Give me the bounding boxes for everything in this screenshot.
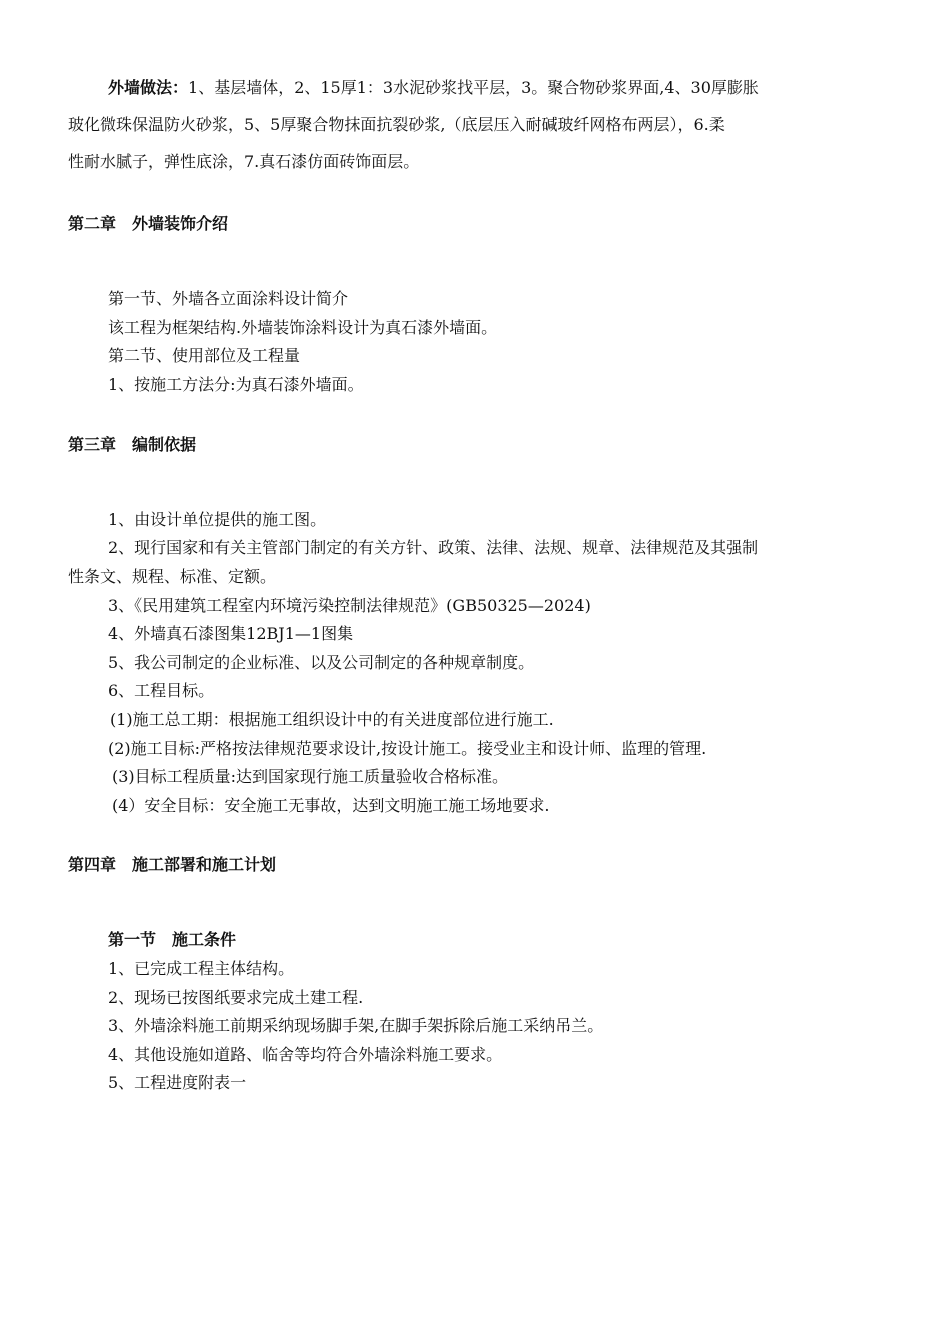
chapter-4-line: 5、工程进度附表一 (108, 1073, 247, 1092)
chapter-3-line: 3、《民用建筑工程室内环境污染控制法律规范》(GB50325—2024) (108, 596, 591, 615)
chapter-4-line: 1、已完成工程主体结构。 (108, 959, 295, 978)
chapter-3-line: (4）安全目标：安全施工无事故，达到文明施工施工场地要求. (112, 796, 550, 815)
chapter-3-line: (3)目标工程质量:达到国家现行施工质量验收合格标准。 (112, 767, 509, 786)
chapter-2-title: 第二章 外墙装饰介绍 (68, 214, 229, 233)
chapter-2-line: 第二节、使用部位及工程量 (108, 346, 301, 365)
intro-line-2: 玻化微珠保温防火砂浆，5、5厚聚合物抹面抗裂砂浆,（底层压入耐碱玻纤网格布两层），6.柔 (68, 115, 725, 134)
chapter-3-line: 6、工程目标。 (108, 681, 215, 700)
intro-text-1: 1、基层墙体，2、15厚1：3水泥砂浆找平层，3。聚合物砂浆界面,4、30厚膨胀 (188, 78, 759, 97)
chapter-2-line: 该工程为框架结构.外墙装饰涂料设计为真石漆外墙面。 (108, 318, 498, 337)
chapter-3-line: (1)施工总工期：根据施工组织设计中的有关进度部位进行施工. (110, 710, 554, 729)
section-1-title: 第一节 施工条件 (108, 930, 237, 949)
chapter-4-line: 4、其他设施如道路、临舍等均符合外墙涂料施工要求。 (108, 1045, 503, 1064)
chapter-3-line: 2、现行国家和有关主管部门制定的有关方针、政策、法律、法规、规章、法律规范及其强制 (108, 538, 759, 557)
intro-line-3: 性耐水腻子，弹性底涂，7.真石漆仿面砖饰面层。 (68, 152, 420, 171)
chapter-2-line: 第一节、外墙各立面涂料设计简介 (108, 289, 349, 308)
chapter-3-line: 性条文、规程、标准、定额。 (68, 567, 277, 586)
chapter-4-line: 2、现场已按图纸要求完成土建工程. (108, 988, 364, 1007)
chapter-3-title: 第三章 编制依据 (68, 435, 197, 454)
chapter-2-line: 1、按施工方法分:为真石漆外墙面。 (108, 375, 364, 394)
intro-label: 外墙做法： (108, 78, 189, 97)
intro-line-1 (108, 78, 759, 98)
chapter-3-line: 1、由设计单位提供的施工图。 (108, 510, 327, 529)
chapter-3-line: 4、外墙真石漆图集12BJ1—1图集 (108, 624, 354, 643)
chapter-3-line: (2)施工目标:严格按法律规范要求设计,按设计施工。接受业主和设计师、监理的管理. (108, 739, 707, 758)
chapter-3-line: 5、我公司制定的企业标准、以及公司制定的各种规章制度。 (108, 653, 535, 672)
chapter-4-line: 3、外墙涂料施工前期采纳现场脚手架,在脚手架拆除后施工采纳吊兰。 (108, 1016, 604, 1035)
chapter-4-title: 第四章 施工部署和施工计划 (68, 855, 277, 874)
